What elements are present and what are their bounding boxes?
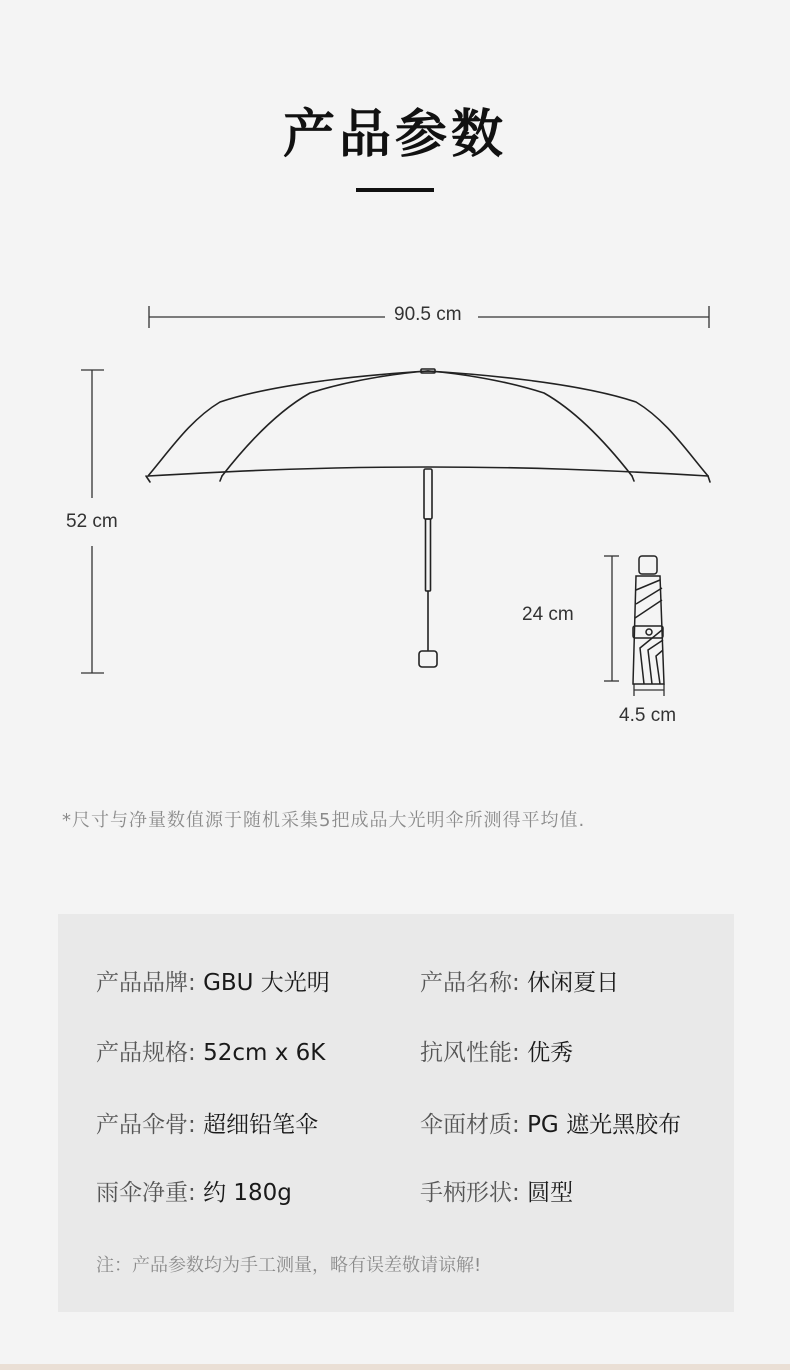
spec-key: 产品规格: <box>96 1040 196 1066</box>
width-label: 90.5 cm <box>388 304 468 326</box>
bottom-divider <box>0 1364 790 1370</box>
spec-brand <box>96 964 330 997</box>
folded-umbrella-icon <box>633 556 664 684</box>
measurement-note: *尺寸与净量数值源于随机采集5把成品大光明伞所测得平均值. <box>62 810 586 831</box>
spec-value: PG 遮光黑胶布 <box>527 1112 682 1138</box>
spec-value: 约 180g <box>203 1180 292 1206</box>
spec-size <box>96 1034 325 1067</box>
height-label: 52 cm <box>60 511 124 533</box>
spec-name <box>420 964 619 997</box>
spec-value: 超细铅笔伞 <box>203 1112 319 1138</box>
disclaimer-note: 注：产品参数均为手工测量，略有误差敬请谅解! <box>96 1255 482 1276</box>
spec-handle <box>420 1174 573 1207</box>
spec-key: 手柄形状: <box>420 1180 520 1206</box>
page-title: 产品参数 <box>282 105 507 165</box>
spec-value: 优秀 <box>527 1040 574 1066</box>
open-umbrella-icon <box>146 369 710 667</box>
spec-fabric <box>420 1106 681 1139</box>
spec-key: 伞面材质: <box>420 1112 520 1138</box>
spec-value: GBU 大光明 <box>203 970 330 996</box>
spec-key: 产品伞骨: <box>96 1112 196 1138</box>
spec-key: 产品品牌: <box>96 970 196 996</box>
spec-frame <box>96 1106 318 1139</box>
spec-key: 抗风性能: <box>420 1040 520 1066</box>
folded-width-label: 4.5 cm <box>613 705 682 727</box>
spec-wind <box>420 1034 573 1067</box>
spec-key: 产品名称: <box>420 970 520 996</box>
spec-value: 52cm x 6K <box>203 1040 326 1066</box>
spec-value: 圆型 <box>527 1180 574 1206</box>
spec-value: 休闲夏日 <box>527 970 620 996</box>
spec-weight <box>96 1174 292 1207</box>
folded-length-label: 24 cm <box>516 604 580 626</box>
spec-key: 雨伞净重: <box>96 1180 196 1206</box>
title-underline <box>356 188 434 192</box>
